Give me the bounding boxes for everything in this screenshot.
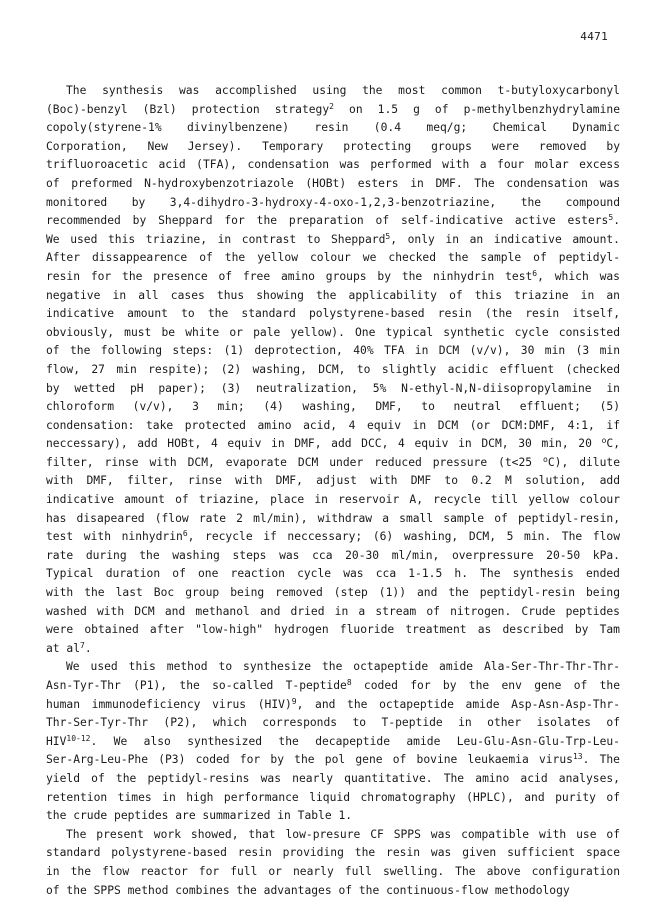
text-run: flow, 27 min respite); (2) washing, DCM, to slightly acidic effluent (checked — [46, 362, 620, 376]
text-run: with DMF, filter, rinse with DMF, adjust with DMF to 0.2 M solution, add — [46, 474, 620, 488]
text-run: . — [613, 214, 620, 228]
text-line — [46, 398, 620, 417]
paragraph — [46, 82, 620, 658]
superscript: 6 — [532, 268, 538, 278]
text-run: washed with DCM and methanol and dried in a stream of nitrogen. Crude peptides — [46, 604, 620, 618]
text-run: , and the octapeptide amide Asp-Asn-Asp-Thr- — [296, 697, 620, 711]
text-run: obviously, must be white or pale yellow). One typical synthetic cycle consisted — [46, 325, 620, 339]
text-run: Typical duration of one reaction cycle was cca 1-1.5 h. The synthesis ended — [46, 567, 620, 581]
text-run: filter, rinse with DCM, evaporate DCM under reduced pressure (t<25 — [46, 455, 544, 469]
text-line — [46, 324, 620, 343]
superscript: 6 — [182, 529, 188, 539]
superscript: 5 — [608, 213, 614, 223]
text-run: C, — [606, 437, 620, 451]
text-run: on 1.5 g of p-methylbenzhydrylamine — [333, 102, 620, 116]
text-line — [46, 194, 620, 213]
text-line — [46, 82, 620, 101]
text-run: of the following steps: (1) deprotection, 40% TFA in DCM (v/v), 30 min (3 min — [46, 344, 620, 358]
superscript: 10-12 — [66, 733, 91, 743]
text-run: indicative amount to the standard polystyrene-based resin (the resin itself, — [46, 307, 620, 321]
body-text — [46, 82, 620, 900]
text-run: monitored by 3,4-dihydro-3-hydroxy-4-oxo-1,2,3-benzotriazine, the compound — [46, 195, 620, 209]
superscript: 8 — [346, 678, 352, 687]
text-line — [46, 826, 620, 845]
text-line — [46, 528, 620, 547]
text-run: , recycle if neccessary; (6) washing, DCM, 5 min. The flow — [187, 530, 620, 544]
text-line — [46, 380, 620, 399]
text-line — [46, 119, 620, 138]
text-run: standard polystyrene-based resin providing the resin was given sufficient space — [46, 846, 620, 860]
text-run: resin for the presence of free amino groups by the ninhydrin test — [46, 269, 533, 283]
text-line — [46, 212, 620, 231]
text-line — [46, 696, 620, 715]
page-number: 4471 — [580, 30, 608, 43]
text-line — [46, 733, 620, 752]
text-run: Corporation, New Jersey). Temporary protecting groups were removed by — [46, 139, 620, 153]
text-run: The synthesis was accomplished using the most common t-butyloxycarbonyl — [66, 84, 620, 97]
text-run: neccessary), add HOBt, 4 equiv in DMF, add DCC, 4 equiv in DCM, 30 min, 20 — [46, 437, 602, 451]
text-run: (Boc)-benzyl (Bzl) protection strategy — [46, 102, 330, 116]
text-run: trifluoroacetic acid (TFA), condensation was performed with a four molar excess — [46, 158, 620, 172]
text-run: by wetted pH paper); (3) neutralization, 5% N-ethyl-N,N-diisopropylamine in — [46, 381, 620, 395]
text-line — [46, 603, 620, 622]
text-run: test with ninhydrin — [46, 530, 183, 544]
text-line — [46, 231, 620, 250]
text-line — [46, 361, 620, 380]
text-run: retention times in high performance liquid chromatography (HPLC), and purity of — [46, 790, 620, 804]
text-run: C), dilute — [547, 455, 621, 469]
text-run: recommended by Sheppard for the preparation of self-indicative active esters — [46, 214, 609, 228]
text-line — [46, 565, 620, 584]
text-run: . The — [582, 753, 620, 767]
text-line — [46, 305, 620, 324]
text-line — [46, 472, 620, 491]
text-run: We used this method to synthesize the octapeptide amide Ala-Ser-Thr-Thr-Thr- — [66, 660, 620, 674]
text-line — [46, 417, 620, 436]
text-line — [46, 882, 620, 901]
text-run: at al — [46, 641, 81, 655]
text-line — [46, 844, 620, 863]
text-line — [46, 268, 620, 287]
text-line — [46, 156, 620, 175]
superscript: o — [543, 454, 548, 464]
text-line — [46, 640, 620, 659]
text-line — [46, 584, 620, 603]
text-run: condensation: take protected amino acid, 4 equiv in DCM (or DCM:DMF, 4:1, if — [46, 418, 620, 432]
text-line — [46, 547, 620, 566]
text-run: negative in all cases thus showing the applicability of this triazine in an — [46, 288, 620, 302]
text-line — [46, 491, 620, 510]
text-line — [46, 677, 620, 696]
text-line — [46, 138, 620, 157]
text-run: , only in an indicative amount. — [390, 232, 620, 246]
text-run: human immunodeficiency virus (HIV) — [46, 697, 292, 711]
text-run: Ser-Arg-Leu-Phe (P3) coded for by the pol gene of bovine leukaemia virus — [46, 753, 573, 767]
text-line — [46, 863, 620, 882]
text-line — [46, 175, 620, 194]
text-run: coded for by the env gene of the — [351, 679, 620, 692]
text-run: . — [84, 641, 92, 655]
text-run: has disapeared (flow rate 2 ml/min), withdraw a small sample of peptidyl-resin, — [46, 511, 620, 525]
text-run: with the last Boc group being removed (step (1)) and the peptidyl-resin being — [46, 586, 620, 600]
text-line — [46, 249, 620, 268]
text-run: rate during the washing steps was cca 20-30 ml/min, overpressure 20-50 kPa. — [46, 548, 620, 562]
text-run: copoly(styrene-1% divinylbenzene) resin (0.4 meq/g; Chemical Dynamic — [46, 121, 620, 135]
text-run: The present work showed, that low-presure CF SPPS was compatible with use of — [66, 827, 620, 841]
text-run: yield of the peptidyl-resins was nearly quantitative. The amino acid analyses, — [46, 771, 620, 785]
text-run: Asn-Tyr-Thr (P1), the so-called T-peptide — [46, 679, 347, 692]
text-line — [46, 101, 620, 120]
text-line — [46, 751, 620, 770]
text-line — [46, 807, 620, 826]
superscript: 2 — [329, 101, 334, 111]
superscript: o — [601, 436, 607, 446]
text-line — [46, 770, 620, 789]
text-line — [46, 510, 620, 529]
text-run: of preformed N-hydroxybenzotriazole (HOBt) esters in DMF. The condensation was — [46, 176, 620, 190]
paragraph — [46, 826, 620, 900]
text-line — [46, 621, 620, 640]
text-run: in the flow reactor for full or nearly full swelling. The above configuration — [46, 864, 620, 878]
text-run: We used this triazine, in contrast to Sheppard — [46, 232, 386, 246]
superscript: 7 — [80, 640, 85, 650]
superscript: 9 — [291, 696, 297, 706]
text-line — [46, 454, 620, 473]
text-run: indicative amount of triazine, place in reservoir A, recycle till yellow colour — [46, 493, 620, 507]
text-line — [46, 658, 620, 677]
text-run: HIV — [46, 734, 67, 748]
superscript: 5 — [385, 231, 391, 241]
text-run: Thr-Ser-Tyr-Thr (P2), which corresponds to T-peptide in other isolates of — [46, 716, 620, 730]
text-run: . We also synthesized the decapeptide amide Leu-Glu-Asn-Glu-Trp-Leu- — [90, 734, 620, 748]
text-run: were obtained after "low-high" hydrogen fluoride treatment as described by Tam — [46, 623, 620, 637]
text-line — [46, 435, 620, 454]
text-run: , which was — [537, 269, 620, 283]
superscript: 13 — [572, 752, 583, 762]
text-run: chloroform (v/v), 3 min; (4) washing, DMF, to neutral effluent; (5) — [46, 400, 620, 414]
text-line — [46, 342, 620, 361]
text-line — [46, 714, 620, 733]
text-run: of the SPPS method combines the advantages of the continuous-flow methodology — [46, 883, 570, 897]
text-line — [46, 287, 620, 306]
text-line — [46, 789, 620, 808]
text-run: After dissappearence of the yellow colour we checked the sample of peptidyl- — [46, 251, 620, 265]
paragraph — [46, 658, 620, 825]
text-run: the crude peptides are summarized in Table 1. — [46, 809, 353, 823]
